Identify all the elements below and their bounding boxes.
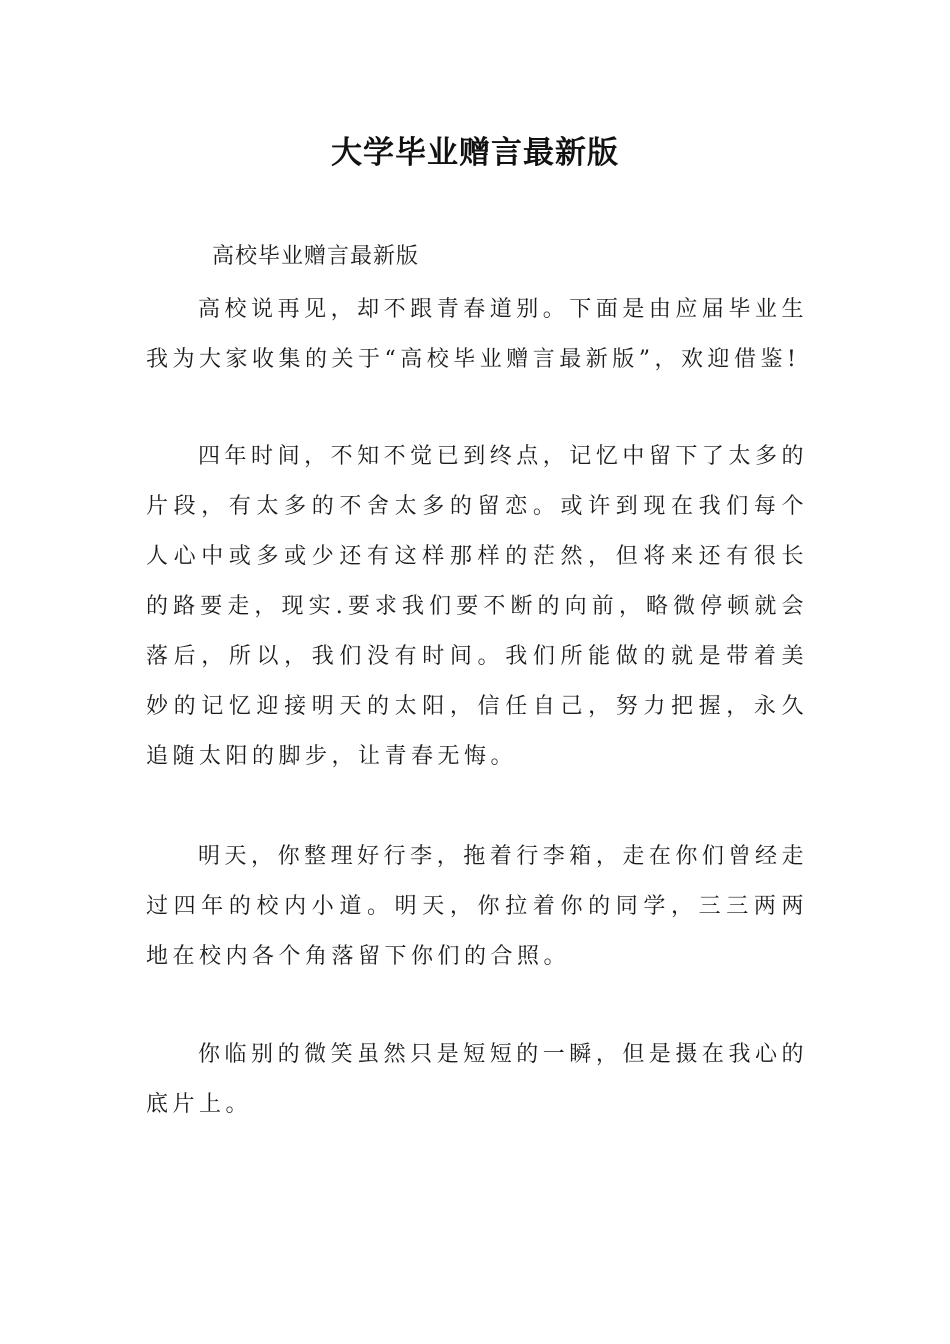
paragraph-four-years: 四年时间，不知不觉已到终点，记忆中留下了太多的片段，有太多的不舍太多的留恋。或许到现在我们每个人心中或多或少还有这样那样的茫然，但将来还有很长的路要走，现实.要求我们要不断的向前，略微停顿就会落后，所以，我们没有时间。我们所能做的就是带着美妙的记忆迎接明天的太阳，信任自己，努力把握，永久追随太阳的脚步，让青春无悔。 xyxy=(146,444,808,769)
document-title: 大学毕业赠言最新版 xyxy=(331,135,619,171)
document-subtitle: 高校毕业赠言最新版 xyxy=(212,244,420,269)
paragraph-farewell-smile: 你临别的微笑虽然只是短短的一瞬，但是摄在我心的底片上。 xyxy=(146,1042,808,1117)
paragraph-tomorrow: 明天，你整理好行李，拖着行李箱，走在你们曾经走过四年的校内小道。明天，你拉着你的同学，三三两两地在校内各个角落留下你们的合照。 xyxy=(146,844,808,969)
paragraph-intro: 高校说再见，却不跟青春道别。下面是由应届毕业生我为大家收集的关于“高校毕业赠言最新版”，欢迎借鉴! xyxy=(146,297,808,372)
